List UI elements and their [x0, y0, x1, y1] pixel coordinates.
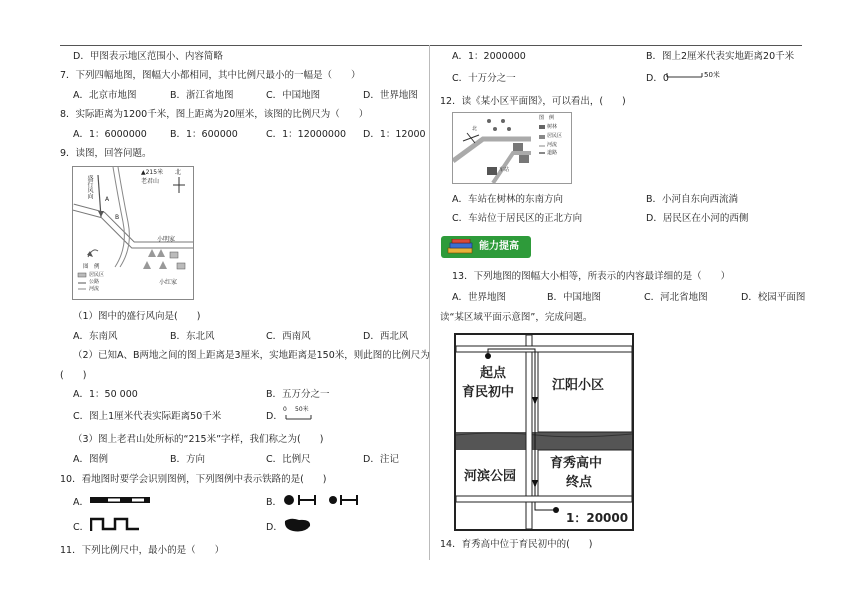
- q8-option-d[interactable]: D．1：12000: [363, 129, 426, 140]
- q9-legend-title: 图 例: [83, 264, 100, 270]
- q9-1-option-a[interactable]: A．东南风: [73, 331, 118, 342]
- q9-2-option-a[interactable]: A．1：50 000: [73, 389, 138, 400]
- school-yuxiu-label: 育秀高中: [550, 456, 603, 471]
- q9-map: [72, 166, 194, 300]
- q9-1-option-d[interactable]: D．西北风: [363, 331, 409, 342]
- q8-option-b[interactable]: B．1：600000: [170, 129, 238, 140]
- question-13: 13．下列地图的图幅大小相等，所表示的内容最详细的是（ ）: [452, 271, 731, 282]
- q13-option-d[interactable]: D．校园平面图: [741, 292, 806, 303]
- column-divider: [429, 45, 430, 560]
- q12-legend-river: 河流: [547, 142, 558, 148]
- q9-xiaohong-home: 小红家: [159, 279, 178, 286]
- lake-symbol-icon: [283, 517, 313, 533]
- q9-2-option-c[interactable]: C．图上1厘米代表实际距离50千米: [73, 411, 222, 422]
- school-yumin-label: 育民初中: [462, 385, 515, 400]
- q12-map: [452, 112, 572, 184]
- q9-wind-label: 盛行风向: [86, 175, 93, 199]
- q6-option-d: D．甲图表示地区范围小、内容简略: [73, 51, 223, 62]
- q9-legend-residential: 居民区: [89, 272, 105, 278]
- q13-option-a[interactable]: A．世界地图: [452, 292, 506, 303]
- start-label: 起点: [480, 366, 507, 381]
- scale-bar-icon: 0 50米: [283, 406, 309, 413]
- road-symbols-icon: [283, 493, 363, 507]
- q9-height-note: ▲215米: [141, 169, 164, 176]
- question-14: 14．育秀高中位于育民初中的( ): [440, 539, 593, 550]
- q10-option-c[interactable]: C．: [73, 522, 90, 533]
- question-11: 11．下列比例尺中，最小的是（ ）: [60, 545, 225, 556]
- q12-option-d[interactable]: D．居民区在小河的西侧: [646, 213, 749, 224]
- q10-option-a[interactable]: A．: [73, 497, 89, 508]
- q13-option-b[interactable]: B．中国地图: [547, 292, 602, 303]
- q11-option-b[interactable]: B．图上2厘米代表实地距离20千米: [646, 51, 795, 62]
- question-9-1: （1）图中的盛行风向是( ): [73, 311, 201, 322]
- scale-bar-icon-2: 50米: [704, 71, 720, 79]
- question-9-2-paren: ( ): [60, 370, 87, 381]
- q9-3-option-b[interactable]: B．方向: [170, 454, 206, 465]
- q9-point-b: B: [115, 214, 120, 221]
- question-7: 7．下列四幅地图，图幅大小都相同，其中比例尺最小的一幅是（ ）: [60, 70, 361, 81]
- q9-1-option-c[interactable]: C．西南风: [266, 331, 311, 342]
- q7-option-c[interactable]: C．中国地图: [266, 90, 321, 101]
- region-map: [454, 333, 634, 531]
- q12-legend-forest: 树林: [547, 124, 558, 130]
- q10-option-b[interactable]: B．: [266, 497, 283, 508]
- books-icon: [446, 239, 476, 256]
- q7-option-a[interactable]: A．北京市地图: [73, 90, 137, 101]
- q12-legend-road: 道路: [547, 150, 558, 156]
- region-map-intro: 读“某区域平面示意图”，完成问题。: [440, 312, 593, 323]
- header-rule: [60, 45, 802, 46]
- q7-option-b[interactable]: B．浙江省地图: [170, 90, 234, 101]
- q8-option-c[interactable]: C．1：12000000: [266, 129, 347, 140]
- q12-legend-residential: 居民区: [547, 133, 563, 139]
- q9-3-option-a[interactable]: A．图例: [73, 454, 108, 465]
- q9-1-option-b[interactable]: B．东北风: [170, 331, 215, 342]
- q12-option-c[interactable]: C．车站位于居民区的正北方向: [452, 213, 583, 224]
- end-label: 终点: [566, 475, 593, 490]
- q9-legend-river: 河流: [89, 286, 100, 292]
- q8-option-a[interactable]: A．1：6000000: [73, 129, 147, 140]
- q11-option-a[interactable]: A．1：2000000: [452, 51, 526, 62]
- wall-symbol-icon: [90, 516, 140, 532]
- question-12: 12．读《某小区平面图》，可以看出，( ): [440, 96, 626, 107]
- q9-mountain-label: 老君山: [141, 178, 160, 185]
- q7-option-d[interactable]: D．世界地图: [363, 90, 418, 101]
- question-9: 9．读图，回答问题。: [60, 148, 152, 159]
- question-10: 10．看地图时要学会识别图例，下列图例中表示铁路的是( ): [60, 474, 327, 485]
- q12-legend-title: 图 例: [539, 115, 555, 121]
- q9-2-option-b[interactable]: B．五万分之一: [266, 389, 330, 400]
- district-jiangyang-label: 江阳小区: [552, 378, 605, 393]
- q11-option-c[interactable]: C．十万分之一: [452, 73, 516, 84]
- north-arrow-icon-2: 北: [472, 126, 478, 132]
- q12-option-a[interactable]: A．车站在树林的东南方向: [452, 194, 563, 205]
- q10-option-d[interactable]: D．: [266, 522, 283, 533]
- q12-option-b[interactable]: B．小河自东向西流淌: [646, 194, 739, 205]
- section-badge: 能力提高: [441, 236, 531, 258]
- q9-3-option-c[interactable]: C．比例尺: [266, 454, 311, 465]
- map-scale-label: 1：20000: [566, 511, 629, 525]
- q9-2-option-d[interactable]: D．: [266, 411, 283, 422]
- park-hebin-label: 河滨公园: [464, 469, 517, 484]
- q13-option-c[interactable]: C．河北省地图: [644, 292, 708, 303]
- q9-3-option-d[interactable]: D．注记: [363, 454, 399, 465]
- question-9-3: （3）图上老君山处所标的“215米”字样，我们称之为( ): [73, 434, 324, 445]
- q9-xiaoming-home: 小明家: [157, 236, 176, 243]
- q9-point-a: A: [105, 196, 110, 203]
- railway-symbol-icon: [90, 496, 150, 504]
- q9-legend-road: 公路: [89, 279, 100, 285]
- question-8: 8．实际距离为1200千米，图上距离为20厘米，该图的比例尺为（ ）: [60, 109, 369, 120]
- q11-option-d[interactable]: D．0: [646, 73, 669, 84]
- north-arrow-icon: 北: [175, 169, 182, 176]
- q12-station-label: 车站: [499, 167, 510, 173]
- question-9-2: （2）已知A、B两地之间的图上距离是3厘米，实地距离是150米，则此图的比例尺为: [73, 350, 430, 361]
